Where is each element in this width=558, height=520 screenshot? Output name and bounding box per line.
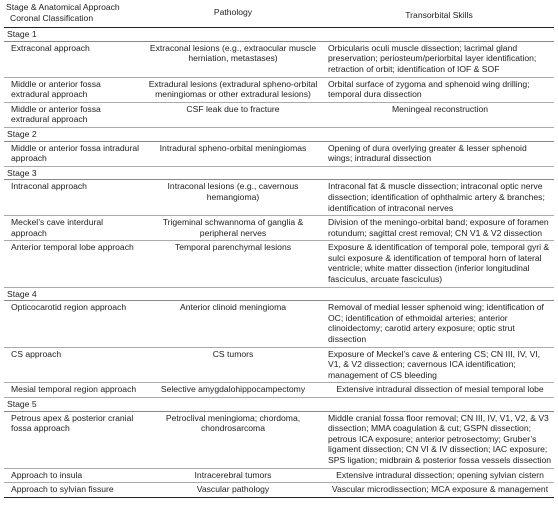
header-pathology: Pathology — [142, 2, 324, 28]
stage-label: Stage 2 — [4, 127, 554, 141]
table-row — [4, 180, 554, 216]
pathology-cell: CSF leak due to fracture — [142, 102, 324, 127]
skills-cell: Removal of medial lesser sphenoid wing; identification of OC; identification of ethmoidal arteries; anterior clinoidectomy; carotid artery exposure; optic strut dissection — [324, 301, 554, 347]
approach-cell: Approach to insula — [4, 468, 142, 483]
table-row — [4, 216, 554, 241]
approach-cell: Middle or anterior fossa extradural approach — [4, 77, 142, 102]
pathology-cell: Petroclival meningioma; chordoma, chondrosarcoma — [142, 411, 324, 468]
approach-cell: Meckel’s cave interdural approach — [4, 216, 142, 241]
skills-cell: Opening of dura overlying greater & lesser sphenoid wings; intradural dissection — [324, 141, 554, 166]
skills-cell: Exposure of Meckel’s cave & entering CS; CN III, IV, VI, V1, & V2 dissection; cavernous ICA identification; management of CS bleeding — [324, 347, 554, 383]
table-row — [4, 301, 554, 347]
table-row — [4, 347, 554, 383]
table-row — [4, 141, 554, 166]
skills-cell: Exposure & identification of temporal pole, temporal gyri & sulci exposure & identification of temporal horn of lateral ventricle; white matter dissection (inferior longitudinal fasciculus, arcuate fasciculus) — [324, 241, 554, 287]
skills-cell: Vascular microdissection; MCA exposure & management — [324, 483, 554, 498]
transorbital-table — [4, 2, 554, 498]
stage-row — [4, 28, 554, 42]
approach-cell: Approach to sylvian fissure — [4, 483, 142, 498]
header-approach-line2: Coronal Classification — [10, 12, 94, 23]
stage-row — [4, 398, 554, 412]
approach-cell: Mesial temporal region approach — [4, 383, 142, 398]
skills-cell: Middle cranial fossa floor removal; CN III, IV, V1, V2, & V3 dissection; MMA coagulation & cut; GSPN dissection; petrous ICA exposure; anterior petrosectomy; Gruber’s ligament dissection; CN VI & IV dissection; IAC exposure; SPS ligation; midbrain & posterior fossa vessels dissection — [324, 411, 554, 468]
header-approach — [4, 2, 142, 28]
approach-cell: Opticocarotid region approach — [4, 301, 142, 347]
approach-cell: Middle or anterior fossa intradural approach — [4, 141, 142, 166]
skills-cell: Intraconal fat & muscle dissection; intraconal optic nerve dissection; identification of ophthalmic artery & branches; identification of intraconal nerves — [324, 180, 554, 216]
skills-cell: Extensive intradural dissection; opening sylvian cistern — [324, 468, 554, 483]
pathology-cell: CS tumors — [142, 347, 324, 383]
table-row — [4, 483, 554, 498]
stage-row — [4, 127, 554, 141]
skills-cell: Extensive intradural dissection of mesial temporal lobe — [324, 383, 554, 398]
table-row — [4, 468, 554, 483]
table-header — [4, 2, 554, 28]
pathology-cell: Intracerebral tumors — [142, 468, 324, 483]
stage-label: Stage 3 — [4, 166, 554, 180]
approach-cell: Anterior temporal lobe approach — [4, 241, 142, 287]
stage-row — [4, 287, 554, 301]
approach-cell: Intraconal approach — [4, 180, 142, 216]
approach-cell: Middle or anterior fossa extradural approach — [4, 102, 142, 127]
table-row — [4, 41, 554, 77]
pathology-cell: Extraconal lesions (e.g., extraocular muscle herniation, metastases) — [142, 41, 324, 77]
table-body — [4, 28, 554, 498]
pathology-cell: Intradural spheno-orbital meningiomas — [142, 141, 324, 166]
pathology-cell: Temporal parenchymal lesions — [142, 241, 324, 287]
approach-cell: CS approach — [4, 347, 142, 383]
table-row — [4, 77, 554, 102]
approach-cell: Extraconal approach — [4, 41, 142, 77]
pathology-cell: Selective amygdalohippocampectomy — [142, 383, 324, 398]
pathology-cell: Trigeminal schwannoma of ganglia & peripheral nerves — [142, 216, 324, 241]
skills-cell: Orbicularis oculi muscle dissection; lacrimal gland preservation; periosteum/periorbital layer identification; retraction of orbit; identification of IOF & SOF — [324, 41, 554, 77]
approach-cell: Petrous apex & posterior cranial fossa approach — [4, 411, 142, 468]
table-row — [4, 241, 554, 287]
stage-row — [4, 166, 554, 180]
skills-cell: Meningeal reconstruction — [324, 102, 554, 127]
table-row — [4, 383, 554, 398]
header-skills: Transorbital Skills — [324, 2, 554, 28]
pathology-cell: Anterior clinoid meningioma — [142, 301, 324, 347]
pathology-cell: Vascular pathology — [142, 483, 324, 498]
stage-label: Stage 4 — [4, 287, 554, 301]
pathology-cell: Intraconal lesions (e.g., cavernous hemangioma) — [142, 180, 324, 216]
skills-cell: Orbital surface of zygoma and sphenoid wing drilling; temporal dura dissection — [324, 77, 554, 102]
skills-cell: Division of the meningo-orbital band; exposure of foramen rotundum; sagittal crest removal; CN V1 & V2 dissection — [324, 216, 554, 241]
table-row — [4, 102, 554, 127]
stage-label: Stage 5 — [4, 398, 554, 412]
stage-label: Stage 1 — [4, 28, 554, 42]
header-approach-line1: Stage & Anatomical Approach — [6, 2, 120, 12]
pathology-cell: Extradural lesions (extradural spheno-orbital meningiomas or other extradural lesions) — [142, 77, 324, 102]
table-row — [4, 411, 554, 468]
